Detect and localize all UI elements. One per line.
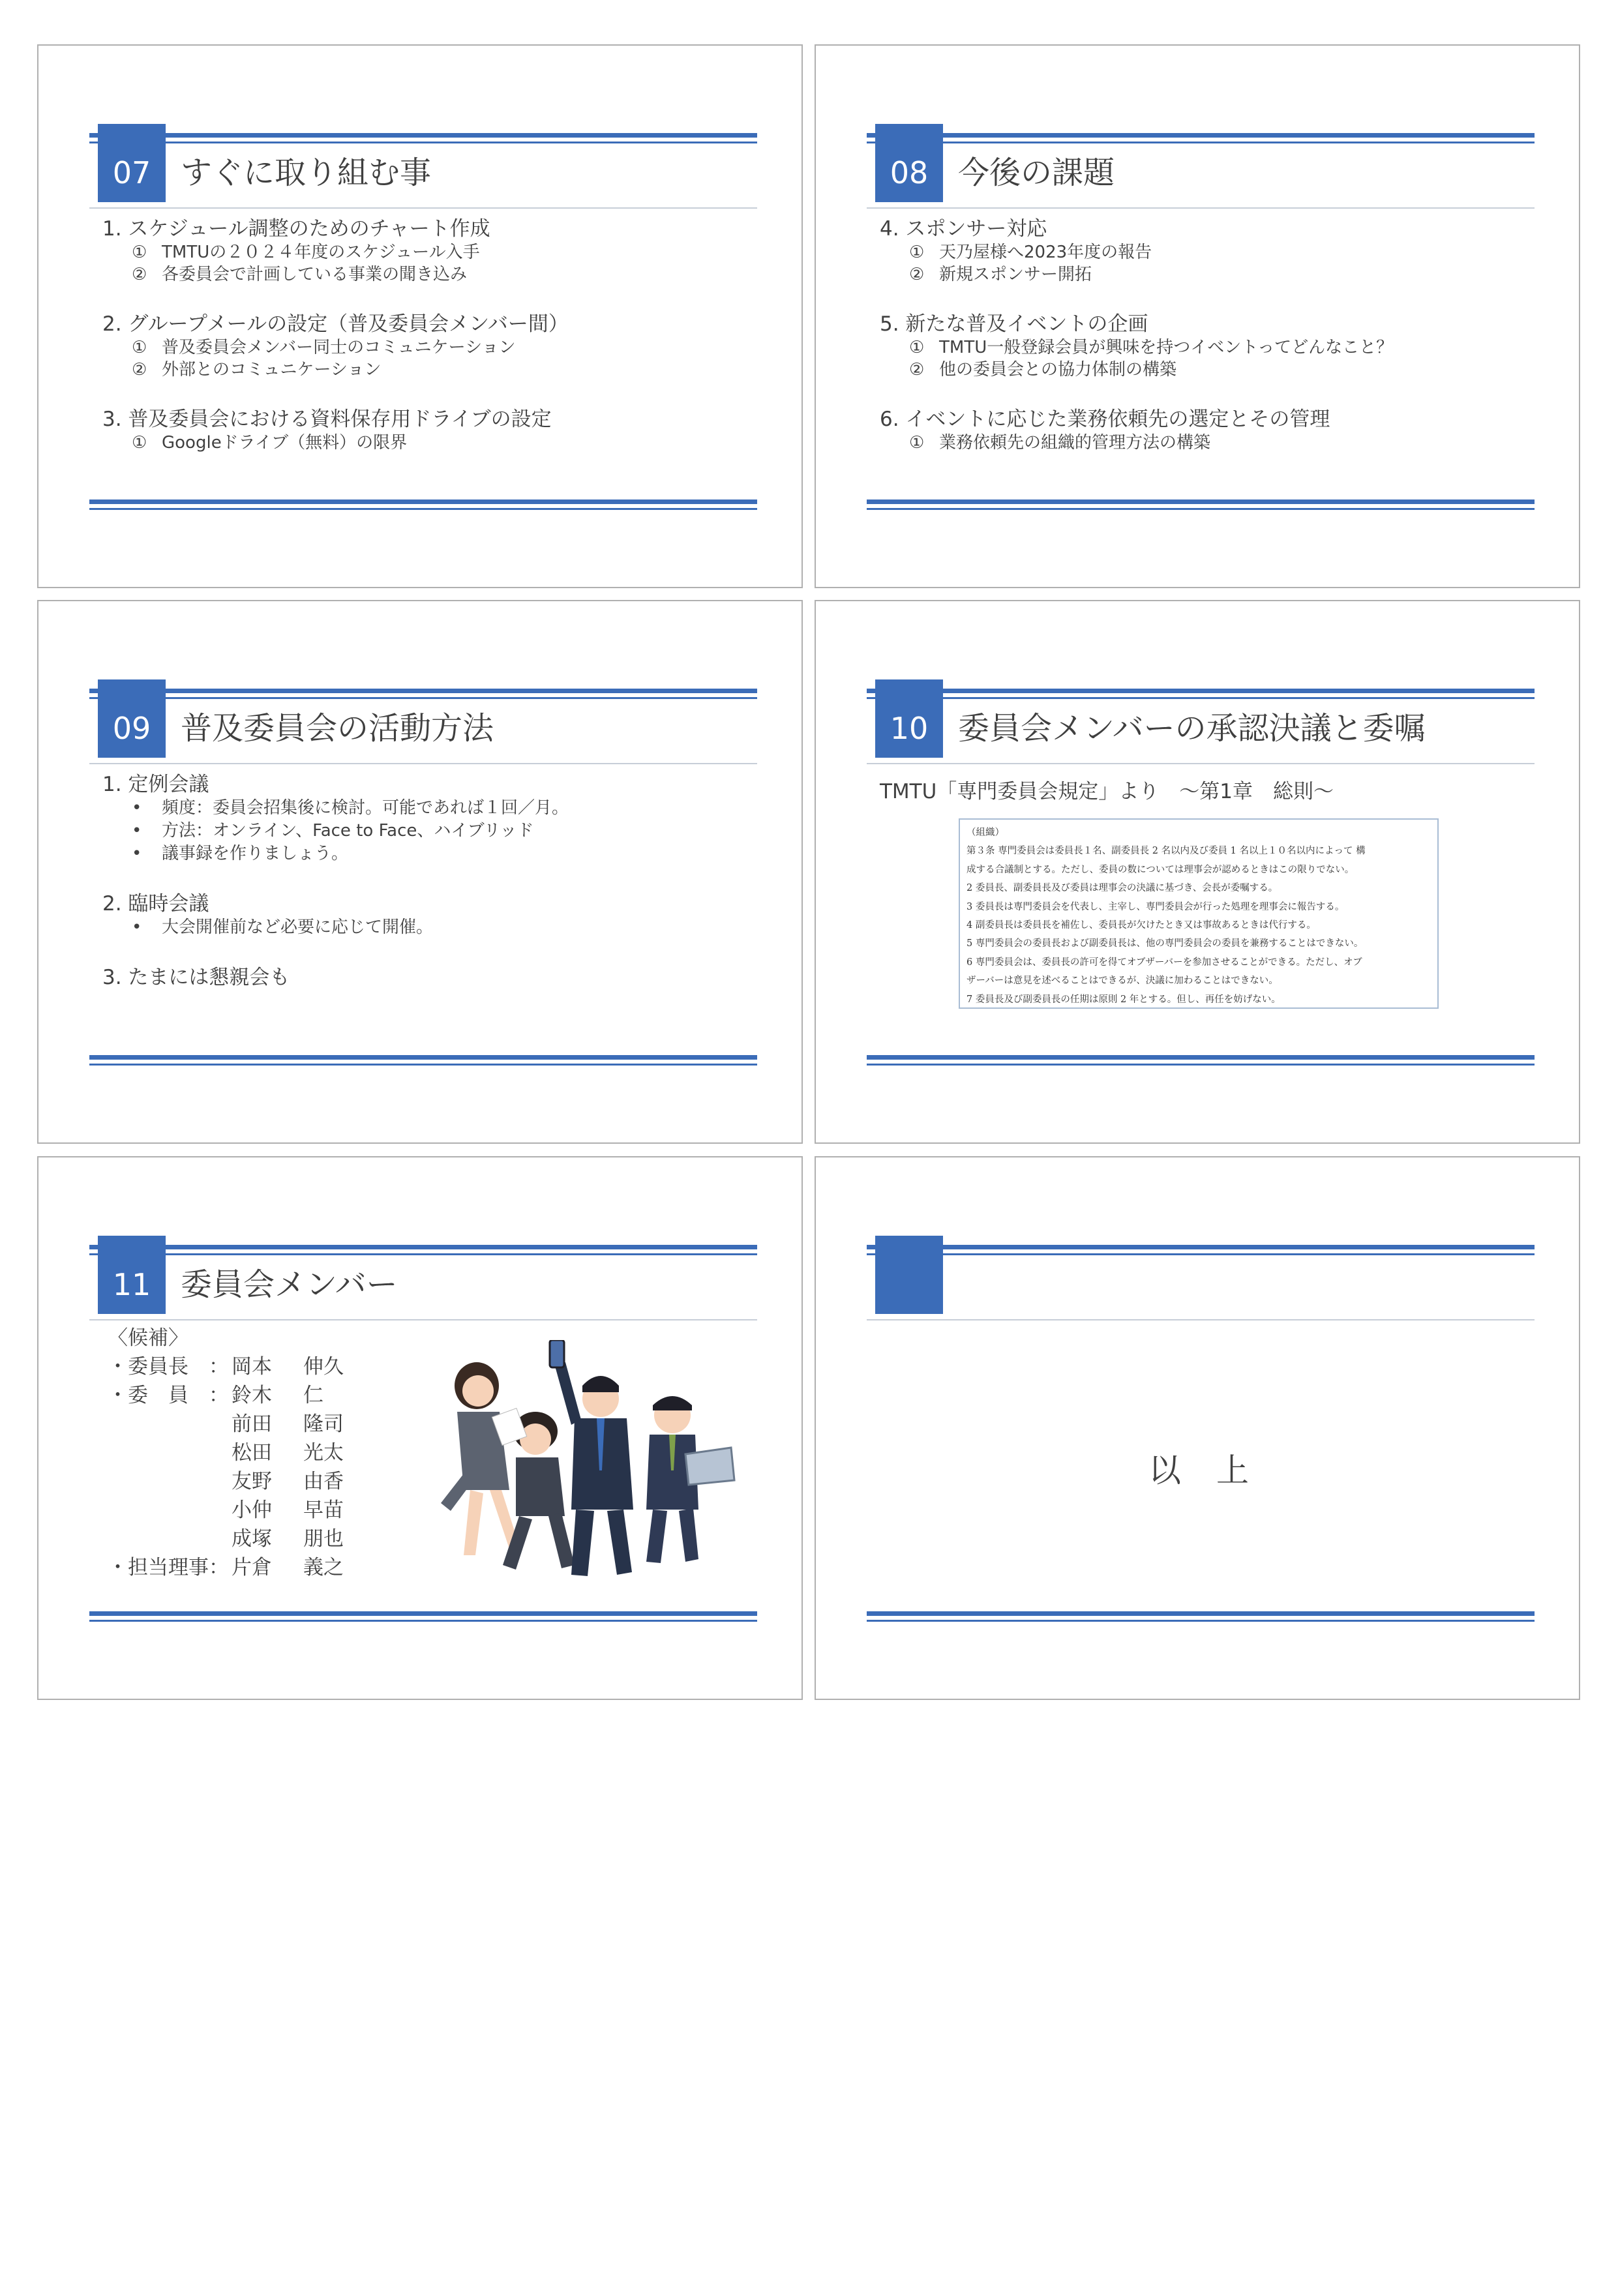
business-team-illustration <box>438 1340 738 1601</box>
list-item: 1. 定例会議 <box>102 773 209 796</box>
sub-item: ② 各委員会で計画している事業の聞き込み <box>132 265 468 284</box>
list-item: 6. イベントに応じた業務依頼先の選定とその管理 <box>880 408 1330 431</box>
slide-number: 11 <box>98 1236 166 1314</box>
top-bar-thin <box>867 1253 1535 1255</box>
slide-07 <box>37 44 803 588</box>
regulation-line: 2 委員長、副委員長及び委員は理事会の決議に基づき、会長が委嘱する。 <box>966 883 1278 894</box>
slide-08 <box>815 44 1580 588</box>
slide-title: 委員会メンバーの承認決議と委嘱 <box>958 710 1426 747</box>
slide-09 <box>37 600 803 1144</box>
top-bar-thin <box>867 697 1535 699</box>
list-item: 2. 臨時会議 <box>102 892 209 916</box>
top-bar <box>89 133 757 138</box>
slide-content <box>102 772 748 990</box>
top-bar-thin <box>89 1253 757 1255</box>
title-underline <box>867 207 1535 209</box>
top-bar <box>89 689 757 693</box>
regulation-excerpt <box>959 818 1439 1009</box>
slide-number: 07 <box>98 124 166 202</box>
bottom-bar <box>89 1055 757 1060</box>
bullet-item: • 方法：オンライン、Face to Face、ハイブリッド <box>132 821 534 841</box>
bottom-bar-thin <box>867 1064 1535 1066</box>
bottom-bar-thin <box>867 508 1535 510</box>
top-bar <box>89 1245 757 1249</box>
member-row: 友野 由香 <box>232 1470 344 1493</box>
sub-item: ② 他の委員会との協力体制の構築 <box>909 360 1177 380</box>
bottom-bar-thin <box>867 1620 1535 1622</box>
bottom-bar-thin <box>89 1064 757 1066</box>
regulation-line: 成する合議制とする。ただし、委員の数については理事会が認めるときはこの限りでない。 <box>966 864 1355 875</box>
list-item: 2. グループメールの設定（普及委員会メンバー間） <box>102 312 569 336</box>
regulation-line: 第３条 専門委員会は委員長１名、副委員長 2 名以内及び委員 1 名以上１０名以内によって 構 <box>966 846 1366 857</box>
regulation-line: 7 委員長及び副委員長の任期は原則 2 年とする。但し、再任を妨げない。 <box>966 994 1281 1005</box>
top-bar <box>867 133 1535 138</box>
regulation-line: 5 専門委員会の委員長および副委員長は、他の専門委員会の委員を兼務することはできない。 <box>966 938 1364 949</box>
slide-title: 今後の課題 <box>958 155 1115 191</box>
regulation-line: 3 委員長は専門委員会を代表し、主宰し、専門委員会が行った処理を理事会に報告する。 <box>966 901 1345 912</box>
regulation-intro: TMTU「専門委員会規定」より ～第1章 総則～ <box>880 780 1334 803</box>
slide-number: 08 <box>875 124 943 202</box>
members-heading: 〈候補〉 <box>108 1326 188 1350</box>
list-item: 5. 新たな普及イベントの企画 <box>880 312 1148 336</box>
member-row: 前田 隆司 <box>232 1412 344 1436</box>
member-row: ・委 員 ： 鈴木 仁 <box>108 1384 323 1407</box>
sub-item: ② 外部とのコミュニケーション <box>132 360 382 380</box>
member-row: ・委員長 ： 岡本 伸久 <box>108 1355 344 1379</box>
bottom-bar-thin <box>89 508 757 510</box>
slide-content <box>880 216 1525 454</box>
slide-closing <box>815 1156 1580 1700</box>
sub-item: ① TMTU一般登録会員が興味を持つイベントってどんなこと？ <box>909 338 1394 357</box>
slide-content <box>102 216 748 454</box>
sub-item: ① 業務依頼先の組織的管理方法の構築 <box>909 433 1211 453</box>
bullet-item: • 頻度：委員会招集後に検討。可能であれば１回／月。 <box>132 798 569 818</box>
list-item: 3. 普及委員会における資料保存用ドライブの設定 <box>102 408 552 431</box>
bullet-item: • 議事録を作りましょう。 <box>132 844 349 863</box>
regulation-line: 4 副委員長は委員長を補佐し、委員長が欠けたとき又は事故あるときは代行する。 <box>966 920 1316 931</box>
list-item: 4. スポンサー対応 <box>880 217 1047 241</box>
title-underline <box>867 1319 1535 1320</box>
bottom-bar <box>89 1611 757 1616</box>
slide-number: 10 <box>875 679 943 758</box>
member-list <box>108 1324 344 1582</box>
bottom-bar <box>867 499 1535 504</box>
top-bar-thin <box>89 697 757 699</box>
slide-10 <box>815 600 1580 1144</box>
title-underline <box>867 763 1535 764</box>
slide-11 <box>37 1156 803 1700</box>
closing-text: 以 上 <box>1148 1452 1250 1489</box>
top-bar-thin <box>867 142 1535 143</box>
member-row: 成塚 朋也 <box>232 1527 344 1551</box>
bullet-item: • 大会開催前など必要に応じて開催。 <box>132 917 434 937</box>
bottom-bar <box>89 499 757 504</box>
sub-item: ① TMTUの２０２４年度のスケジュール入手 <box>132 243 480 262</box>
sub-item: ② 新規スポンサー開拓 <box>909 265 1092 284</box>
top-bar <box>867 689 1535 693</box>
sub-item: ① Googleドライブ（無料）の限界 <box>132 433 408 453</box>
title-underline <box>89 207 757 209</box>
list-item: 3. たまには懇親会も <box>102 966 290 989</box>
member-row: 松田 光太 <box>232 1441 344 1465</box>
title-underline <box>89 763 757 764</box>
member-row: 小仲 早苗 <box>232 1498 344 1522</box>
slide-title: すぐに取り組む事 <box>181 155 432 191</box>
top-bar <box>867 1245 1535 1249</box>
regulation-line: ザーバーは意見を述べることはできるが、決議に加わることはできない。 <box>966 976 1278 987</box>
slide-number: 09 <box>98 679 166 758</box>
list-item: 1. スケジュール調整のためのチャート作成 <box>102 217 490 241</box>
regulation-line: （組織） <box>966 827 1004 838</box>
sub-item: ① 普及委員会メンバー同士のコミュニケーション <box>132 338 516 357</box>
member-row: ・担当理事： 片倉 義之 <box>108 1556 344 1579</box>
bottom-bar-thin <box>89 1620 757 1622</box>
bottom-bar <box>867 1055 1535 1060</box>
top-bar-thin <box>89 142 757 143</box>
slide-title: 普及委員会の活動方法 <box>181 710 494 747</box>
slide-number <box>875 1236 943 1314</box>
bottom-bar <box>867 1611 1535 1616</box>
regulation-line: 6 専門委員会は、委員長の許可を得てオブザーバーを参加させることができる。ただし、オブ <box>966 957 1362 968</box>
slide-title: 委員会メンバー <box>181 1266 398 1303</box>
title-underline <box>89 1319 757 1320</box>
sub-item: ① 天乃屋様へ2023年度の報告 <box>909 243 1152 262</box>
